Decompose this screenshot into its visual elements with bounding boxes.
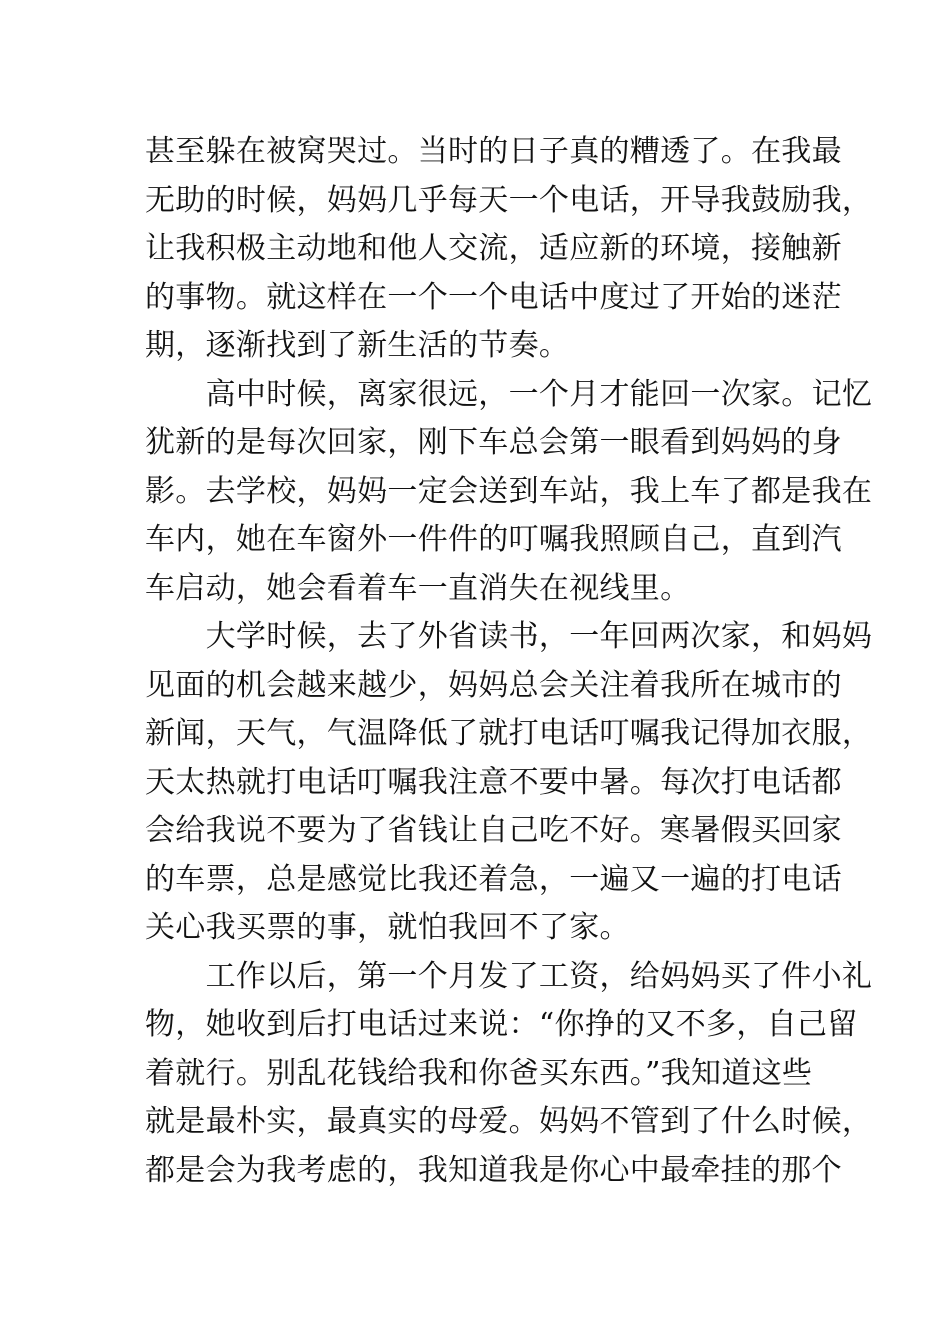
text-line: 工作以后，第一个月发了工资，给妈妈买了件小礼	[145, 958, 873, 994]
text-line: 着就行。别乱花钱给我和你爸买东西。”我知道这些	[145, 1055, 813, 1091]
text-line: 就是最朴实，最真实的母爱。妈妈不管到了什么时候，	[145, 1104, 873, 1139]
text-line: 的事物。就这样在一个一个电话中度过了开始的迷茫	[145, 279, 842, 315]
text-line: 车内，她在车窗外一件件的叮嘱我照顾自己，直到汽	[145, 522, 842, 557]
text-line: 甚至躲在被窝哭过。当时的日子真的糟透了。在我最	[145, 134, 842, 169]
text-line: 的车票，总是感觉比我还着急，一遍又一遍的打电话	[145, 861, 842, 897]
text-line: 都是会为我考虑的，我知道我是你心中最牵挂的那个	[145, 1152, 842, 1188]
text-line: 高中时候，离家很远，一个月才能回一次家。记忆	[145, 376, 873, 412]
text-line: 大学时候，去了外省读书，一年回两次家，和妈妈	[145, 619, 873, 654]
text-line: 影。去学校，妈妈一定会送到车站，我上车了都是我在	[145, 473, 873, 509]
text-line: 车启动，她会看着车一直消失在视线里。	[145, 570, 691, 606]
text-line: 物，她收到后打电话过来说：“你挣的又不多，自己留	[145, 1007, 858, 1042]
text-line: 新闻，天气，气温降低了就打电话叮嘱我记得加衣服，	[145, 716, 873, 751]
document-body	[145, 128, 873, 1195]
text-line: 期，逐渐找到了新生活的节奏。	[145, 328, 570, 363]
text-line: 会给我说不要为了省钱让自己吃不好。寒暑假买回家	[145, 813, 842, 848]
text-line: 让我积极主动地和他人交流，适应新的环境，接触新	[145, 231, 842, 266]
text-line: 关心我买票的事，就怕我回不了家。	[145, 910, 630, 945]
text-line: 天太热就打电话叮嘱我注意不要中暑。每次打电话都	[145, 764, 842, 800]
text-line: 犹新的是每次回家，刚下车总会第一眼看到妈妈的身	[145, 425, 842, 460]
text-line: 无助的时候，妈妈几乎每天一个电话，开导我鼓励我，	[145, 182, 873, 218]
text-line: 见面的机会越来越少，妈妈总会关注着我所在城市的	[145, 667, 842, 703]
